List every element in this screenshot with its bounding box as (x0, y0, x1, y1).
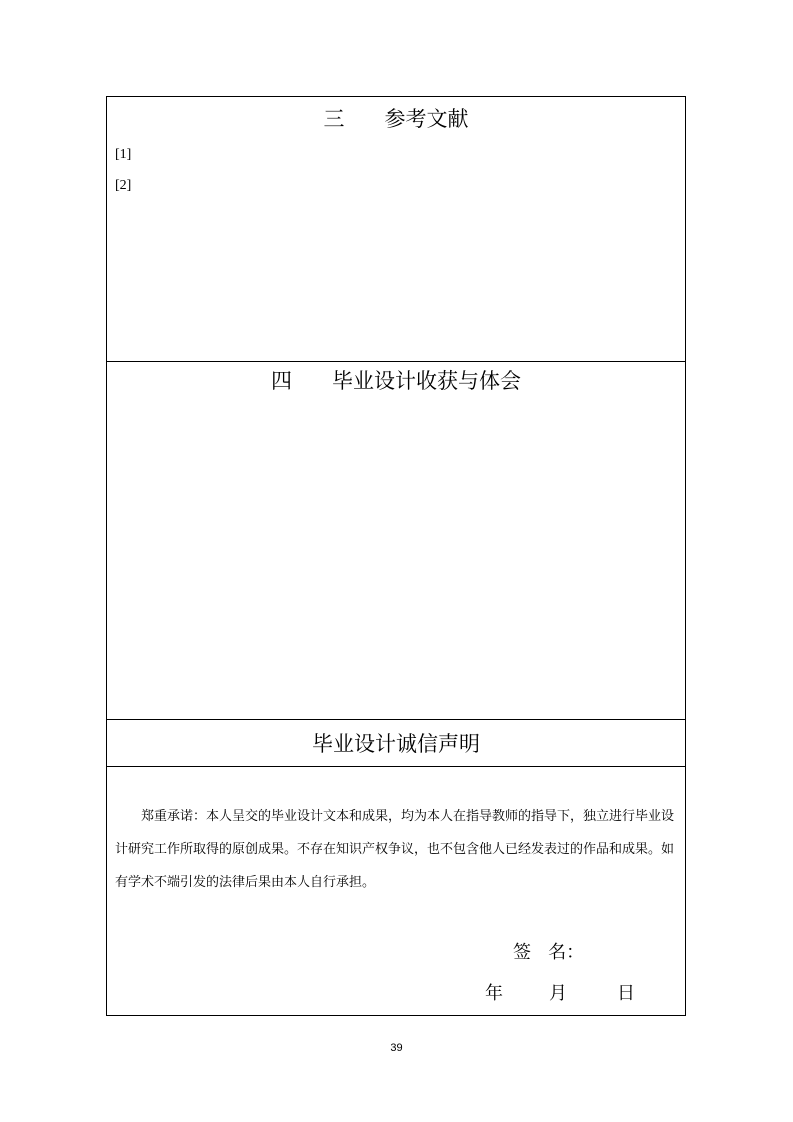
page-number: 39 (390, 1042, 403, 1054)
integrity-title: 毕业设计诚信声明 (312, 732, 480, 756)
form-table (106, 96, 686, 1016)
integrity-header (107, 720, 685, 767)
references-title: 三 参考文献 (323, 107, 469, 131)
references-section (107, 97, 685, 362)
gains-title: 四 毕业设计收获与体会 (270, 369, 522, 393)
date-year-label: 年 (485, 983, 503, 1004)
signature-label: 签 名： (513, 942, 585, 963)
integrity-pledge: 郑重承诺：本人呈交的毕业设计文本和成果，均为本人在指导教师的指导下，独立进行毕业设计研究工作所取得的原创成果。不存在知识产权争议，也不包含他人已经发表过的作品和成果。如有学术不端引发的法律后果由本人自行承担。 (115, 809, 675, 890)
date-day-label: 日 (617, 983, 635, 1004)
date-month-label: 月 (549, 983, 567, 1004)
gains-section (107, 362, 685, 720)
integrity-body (107, 767, 685, 1017)
reference-item-1: [1] (115, 147, 132, 162)
reference-item-2: [2] (115, 178, 132, 193)
